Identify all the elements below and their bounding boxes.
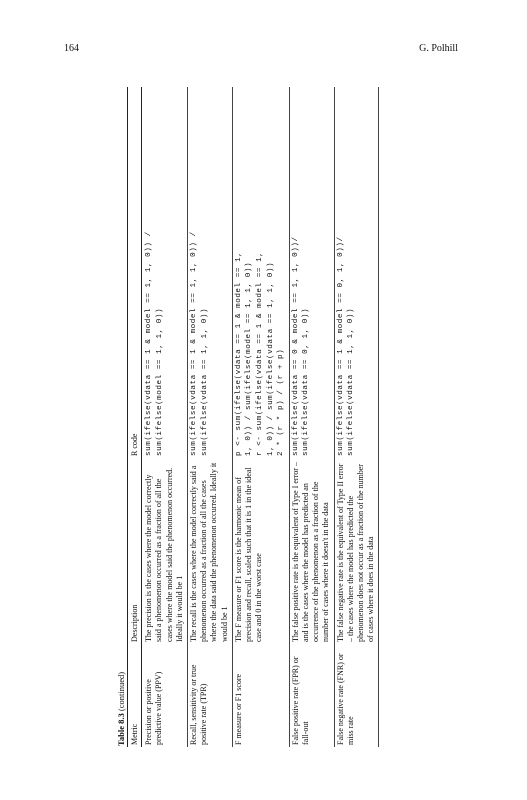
running-head-author: G. Polhill bbox=[419, 43, 458, 54]
description-cell: The recall is the cases where the model correctly said a phenomenon occurred as a fraction of all the cases where the data said the phenomenon occurred. Ideally it would be 1 bbox=[189, 462, 229, 642]
description-cell: The false negative rate is the equivalent of Type II error – the cases where the model has predicted the phenomenon does not occur as a fraction of the number of cases where it does in the data bbox=[335, 463, 376, 642]
page-number: 164 bbox=[64, 43, 79, 54]
rotated-table-block bbox=[115, 87, 420, 747]
metric-cell: False negative rate (FNR) or miss rate bbox=[335, 653, 355, 745]
description-cell: The F measure or F1 score is the harmonic mean of precision and recall, scaled such that it is 1 in the ideal case and 0 in the worst case bbox=[233, 467, 264, 642]
metrics-table bbox=[127, 87, 379, 747]
column-header-description: Description bbox=[128, 458, 142, 644]
r-code-cell: sum(ifelse(vdata == 0 & model == 1, 1, 0))/ sum(ifelse(vdata == 0, 1, 0)) bbox=[291, 236, 311, 456]
metric-cell: False positive rate (FPR) or fall-out bbox=[290, 656, 310, 745]
table-row bbox=[188, 87, 233, 747]
metric-cell: F measure or F1 score bbox=[233, 673, 243, 745]
column-header-r-code: R code bbox=[128, 87, 142, 458]
table-header-row bbox=[128, 87, 142, 747]
description-cell: The false positive rate is the equivalent of Type I error – and is the cases where the model has predicted an occurrence of the phenomenon as a fraction of the number of cases where it doesn't in the data bbox=[290, 462, 331, 642]
description-cell: The precision is the cases where the model correctly said a phenomenon occurred as a fraction of all the cases where the model said the phenomenon occurred. Ideally it would be 1 bbox=[144, 467, 184, 642]
r-code-cell: p <- sum(ifelse(vdata == 1 & model == 1, 1, 0)) / sum(ifelse(model == 1, 1, 0)) r <- sum(ifelse(vdata == 1 & model == 1, 1, 0)) / sum(ifelse(vdata == 1, 1, 0)) 2 * (r * p) / (r + p) bbox=[234, 251, 286, 456]
table-row bbox=[289, 87, 334, 747]
r-code-cell: sum(ifelse(vdata == 1 & model == 1, 1, 0)) / sum(ifelse(vdata == 1, 1, 0)) bbox=[190, 231, 209, 456]
table-row bbox=[142, 87, 188, 747]
table-row bbox=[334, 87, 379, 747]
table-caption-text: (continued) bbox=[116, 671, 126, 712]
r-code-cell: sum(ifelse(vdata == 1 & model == 1, 1, 0)) / sum(ifelse(model == 1, 1, 0)) bbox=[145, 231, 164, 456]
table-row bbox=[232, 87, 289, 747]
column-header-metric: Metric bbox=[128, 644, 142, 747]
metric-cell: Precision or positive predictive value (PPV) bbox=[144, 671, 164, 745]
table-caption bbox=[115, 87, 127, 747]
metric-cell: Recall, sensitivity or true positive rate (TPR) bbox=[189, 664, 209, 745]
page-header bbox=[0, 0, 527, 60]
table-caption-label: Table 8.3 bbox=[116, 713, 126, 746]
r-code-cell: sum(ifelse(vdata == 1 & model == 0, 1, 0))/ sum(ifelse(vdata == 1, 1, 0)) bbox=[336, 236, 356, 456]
